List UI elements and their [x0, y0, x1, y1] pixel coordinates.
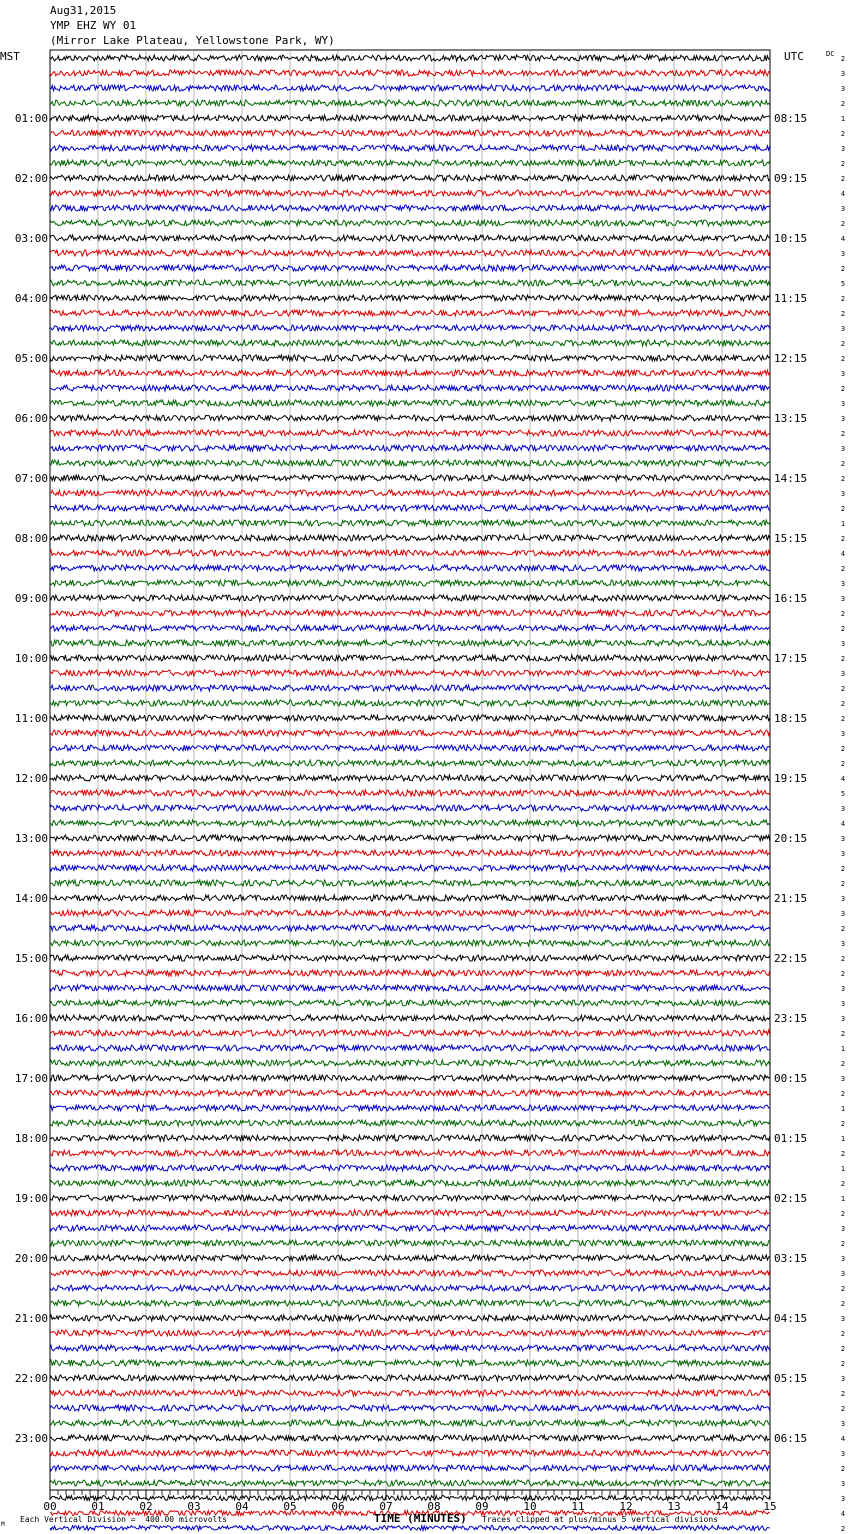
dc-value: 2 — [840, 1300, 846, 1308]
trace-14 — [50, 265, 770, 271]
hour-label-utc: 13:15 — [774, 412, 808, 425]
dc-value: 3 — [840, 1450, 846, 1458]
dc-value: 2 — [840, 715, 846, 723]
utc-header: UTC — [784, 50, 804, 63]
dc-value: 1 — [840, 520, 846, 528]
hour-label-utc: 19:15 — [774, 772, 808, 785]
hour-label-utc: 03:15 — [774, 1252, 808, 1265]
trace-89 — [50, 1390, 770, 1396]
trace-63 — [50, 1000, 770, 1006]
trace-78 — [50, 1225, 770, 1231]
hour-label-mst: 17:00 — [14, 1072, 48, 1085]
hour-label-utc: 06:15 — [774, 1432, 808, 1445]
hour-label-mst: 20:00 — [14, 1252, 48, 1265]
hour-label-utc: 17:15 — [774, 652, 808, 665]
trace-9 — [50, 190, 770, 196]
dc-value: 3 — [840, 595, 846, 603]
hour-label-utc: 11:15 — [774, 292, 808, 305]
dc-value: 2 — [840, 760, 846, 768]
trace-34 — [50, 565, 770, 571]
trace-70 — [50, 1105, 770, 1111]
trace-93 — [50, 1450, 770, 1456]
hour-label-mst: 06:00 — [14, 412, 48, 425]
dc-value: 2 — [840, 505, 846, 513]
dc-value: 2 — [840, 1240, 846, 1248]
hour-label-utc: 00:15 — [774, 1072, 808, 1085]
trace-24 — [50, 415, 770, 421]
x-tick-label: 01 — [91, 1500, 105, 1513]
dc-value: 3 — [840, 640, 846, 648]
dc-value: 2 — [840, 1150, 846, 1158]
x-tick-label: 07 — [379, 1500, 393, 1513]
trace-57 — [50, 910, 770, 916]
trace-31 — [50, 520, 770, 526]
trace-23 — [50, 400, 770, 406]
trace-84 — [50, 1315, 770, 1321]
hour-label-mst: 16:00 — [14, 1012, 48, 1025]
dc-value: 3 — [840, 835, 846, 843]
dc-value: 2 — [840, 1345, 846, 1353]
x-tick-label: 03 — [187, 1500, 201, 1513]
trace-53 — [50, 850, 770, 856]
dc-value: 3 — [840, 85, 846, 93]
hour-label-utc: 15:15 — [774, 532, 808, 545]
hour-label-utc: 09:15 — [774, 172, 808, 185]
trace-91 — [50, 1420, 770, 1426]
hour-label-mst: 21:00 — [14, 1312, 48, 1325]
trace-10 — [50, 205, 770, 211]
trace-56 — [50, 895, 770, 901]
location-label: (Mirror Lake Plateau, Yellowstone Park, WY) — [50, 34, 335, 47]
dc-value: 2 — [840, 310, 846, 318]
trace-2 — [50, 85, 770, 91]
trace-48 — [50, 775, 770, 781]
dc-value: 2 — [840, 460, 846, 468]
dc-value: 3 — [840, 670, 846, 678]
trace-66 — [50, 1045, 770, 1051]
dc-value: 3 — [840, 370, 846, 378]
dc-value: 5 — [840, 790, 846, 798]
dc-value: 3 — [840, 250, 846, 258]
hour-label-utc: 04:15 — [774, 1312, 808, 1325]
trace-75 — [50, 1180, 770, 1186]
dc-value: 3 — [840, 805, 846, 813]
dc-value: 3 — [840, 145, 846, 153]
trace-8 — [50, 175, 770, 181]
hour-label-mst: 22:00 — [14, 1372, 48, 1385]
trace-29 — [50, 490, 770, 496]
dc-value: 2 — [840, 55, 846, 63]
dc-value: 1 — [840, 115, 846, 123]
dc-value: 4 — [840, 235, 846, 243]
hour-label-mst: 23:00 — [14, 1432, 48, 1445]
hour-label-mst: 02:00 — [14, 172, 48, 185]
trace-45 — [50, 730, 770, 736]
dc-value: 2 — [840, 1285, 846, 1293]
dc-value: 1 — [840, 1135, 846, 1143]
dc-value: 4 — [840, 1435, 846, 1443]
trace-22 — [50, 385, 770, 391]
dc-value: 1 — [840, 1045, 846, 1053]
trace-37 — [50, 610, 770, 616]
trace-20 — [50, 355, 770, 361]
dc-value: 2 — [840, 1525, 846, 1533]
trace-85 — [50, 1330, 770, 1336]
x-tick-label: 04 — [235, 1500, 249, 1513]
trace-82 — [50, 1285, 770, 1291]
trace-28 — [50, 475, 770, 481]
dc-value: 2 — [840, 265, 846, 273]
trace-25 — [50, 430, 770, 436]
dc-value: 2 — [840, 1030, 846, 1038]
dc-value: 3 — [840, 910, 846, 918]
hour-label-mst: 18:00 — [14, 1132, 48, 1145]
hour-label-utc: 05:15 — [774, 1372, 808, 1385]
trace-92 — [50, 1435, 770, 1441]
trace-16 — [50, 295, 770, 301]
hour-label-mst: 03:00 — [14, 232, 48, 245]
dc-value: 2 — [840, 430, 846, 438]
trace-61 — [50, 970, 770, 976]
hour-label-utc: 01:15 — [774, 1132, 808, 1145]
dc-value: 3 — [840, 1270, 846, 1278]
trace-67 — [50, 1060, 770, 1066]
trace-50 — [50, 805, 770, 811]
hour-label-utc: 21:15 — [774, 892, 808, 905]
trace-86 — [50, 1345, 770, 1351]
trace-15 — [50, 280, 770, 286]
trace-49 — [50, 790, 770, 796]
trace-5 — [50, 130, 770, 136]
dc-value: 3 — [840, 730, 846, 738]
dc-value: 2 — [840, 655, 846, 663]
hour-label-utc: 23:15 — [774, 1012, 808, 1025]
dc-value: 2 — [840, 130, 846, 138]
trace-12 — [50, 235, 770, 241]
trace-3 — [50, 100, 770, 106]
trace-47 — [50, 760, 770, 766]
hour-label-mst: 13:00 — [14, 832, 48, 845]
dc-value: 3 — [840, 1480, 846, 1488]
trace-79 — [50, 1240, 770, 1246]
dc-value: 2 — [840, 1360, 846, 1368]
trace-77 — [50, 1210, 770, 1216]
dc-value: 4 — [840, 775, 846, 783]
trace-27 — [50, 460, 770, 466]
trace-81 — [50, 1270, 770, 1276]
trace-51 — [50, 820, 770, 826]
dc-value: 1 — [840, 1195, 846, 1203]
dc-value: 1 — [840, 1165, 846, 1173]
trace-4 — [50, 115, 770, 121]
trace-74 — [50, 1165, 770, 1171]
x-tick-label: 05 — [283, 1500, 297, 1513]
dc-value: 2 — [840, 880, 846, 888]
dc-value: 2 — [840, 175, 846, 183]
trace-40 — [50, 655, 770, 661]
trace-13 — [50, 250, 770, 256]
trace-30 — [50, 505, 770, 511]
hour-label-utc: 10:15 — [774, 232, 808, 245]
dc-header: DC — [826, 50, 835, 58]
dc-value: 3 — [840, 1375, 846, 1383]
hour-label-mst: 11:00 — [14, 712, 48, 725]
dc-value: 3 — [840, 850, 846, 858]
x-tick-label: 00 — [43, 1500, 57, 1513]
dc-value: 2 — [840, 1180, 846, 1188]
dc-value: 3 — [840, 1420, 846, 1428]
dc-value: 3 — [840, 1255, 846, 1263]
dc-value: 2 — [840, 1330, 846, 1338]
x-tick-label: 11 — [571, 1500, 585, 1513]
trace-64 — [50, 1015, 770, 1021]
trace-68 — [50, 1075, 770, 1081]
dc-value: 2 — [840, 355, 846, 363]
hour-label-mst: 19:00 — [14, 1192, 48, 1205]
dc-value: 3 — [840, 1015, 846, 1023]
scale-note: Each Vertical Division = 400.00 microvolts — [20, 1515, 228, 1524]
dc-value: 2 — [840, 385, 846, 393]
trace-36 — [50, 595, 770, 601]
dc-value: 4 — [840, 190, 846, 198]
trace-62 — [50, 985, 770, 991]
x-tick-label: 02 — [139, 1500, 153, 1513]
clip-note: Traces clipped at plus/minus 5 vertical divisions — [482, 1515, 719, 1524]
dc-value: 2 — [840, 1090, 846, 1098]
trace-73 — [50, 1150, 770, 1156]
dc-value: 3 — [840, 445, 846, 453]
trace-65 — [50, 1030, 770, 1036]
hour-label-utc: 22:15 — [774, 952, 808, 965]
trace-21 — [50, 370, 770, 376]
dc-value: 3 — [840, 400, 846, 408]
trace-72 — [50, 1135, 770, 1141]
trace-76 — [50, 1195, 770, 1201]
trace-96 — [50, 1496, 770, 1501]
trace-44 — [50, 715, 770, 721]
hour-label-utc: 12:15 — [774, 352, 808, 365]
hour-label-mst: 10:00 — [14, 652, 48, 665]
dc-value: 2 — [840, 100, 846, 108]
trace-17 — [50, 310, 770, 316]
trace-33 — [50, 550, 770, 556]
dc-value: 3 — [840, 580, 846, 588]
dc-value: 3 — [840, 895, 846, 903]
dc-value: 2 — [840, 340, 846, 348]
dc-value: 3 — [840, 1225, 846, 1233]
trace-35 — [50, 580, 770, 586]
trace-38 — [50, 625, 770, 631]
trace-55 — [50, 880, 770, 886]
dc-value: 2 — [840, 535, 846, 543]
dc-value: 2 — [840, 1060, 846, 1068]
trace-83 — [50, 1300, 770, 1306]
dc-value: 2 — [840, 745, 846, 753]
dc-value: 3 — [840, 415, 846, 423]
trace-19 — [50, 340, 770, 346]
x-tick-label: 08 — [427, 1500, 441, 1513]
trace-39 — [50, 640, 770, 646]
dc-value: 2 — [840, 1120, 846, 1128]
dc-value: 2 — [840, 955, 846, 963]
hour-label-mst: 15:00 — [14, 952, 48, 965]
trace-80 — [50, 1255, 770, 1261]
dc-value: 3 — [840, 70, 846, 78]
x-tick-label: 12 — [619, 1500, 633, 1513]
dc-value: 2 — [840, 475, 846, 483]
station-label: YMP EHZ WY 01 — [50, 19, 137, 32]
dc-value: 4 — [840, 820, 846, 828]
dc-value: 3 — [840, 490, 846, 498]
dc-value: 3 — [840, 1075, 846, 1083]
dc-value: 2 — [840, 1405, 846, 1413]
x-tick-label: 06 — [331, 1500, 345, 1513]
dc-value: 2 — [840, 1465, 846, 1473]
mst-header: MST — [0, 50, 20, 63]
trace-90 — [50, 1405, 770, 1411]
trace-54 — [50, 865, 770, 871]
trace-71 — [50, 1120, 770, 1126]
hour-label-mst: 09:00 — [14, 592, 48, 605]
dc-value: 3 — [840, 325, 846, 333]
dc-value: 5 — [840, 280, 846, 288]
dc-value: 2 — [840, 685, 846, 693]
trace-60 — [50, 955, 770, 961]
dc-value: 2 — [840, 1390, 846, 1398]
dc-value: 2 — [840, 1210, 846, 1218]
trace-0 — [50, 55, 770, 61]
x-tick-label: 10 — [523, 1500, 537, 1513]
trace-95 — [50, 1480, 770, 1486]
corner-mark: M — [1, 1521, 5, 1528]
trace-26 — [50, 445, 770, 451]
hour-label-mst: 08:00 — [14, 532, 48, 545]
dc-value: 2 — [840, 925, 846, 933]
hour-label-utc: 14:15 — [774, 472, 808, 485]
hour-label-mst: 14:00 — [14, 892, 48, 905]
dc-value: 2 — [840, 220, 846, 228]
hour-label-mst: 01:00 — [14, 112, 48, 125]
hour-label-utc: 08:15 — [774, 112, 808, 125]
x-tick-label: 13 — [667, 1500, 681, 1513]
dc-value: 2 — [840, 610, 846, 618]
hour-label-utc: 16:15 — [774, 592, 808, 605]
hour-label-utc: 20:15 — [774, 832, 808, 845]
trace-88 — [50, 1375, 770, 1381]
trace-1 — [50, 70, 770, 76]
trace-43 — [50, 700, 770, 706]
date-label: Aug31,2015 — [50, 4, 117, 17]
dc-value: 2 — [840, 625, 846, 633]
x-axis-title: TIME (MINUTES) — [374, 1512, 467, 1525]
trace-42 — [50, 685, 770, 691]
trace-32 — [50, 535, 770, 541]
dc-value: 2 — [840, 295, 846, 303]
hour-label-mst: 07:00 — [14, 472, 48, 485]
trace-69 — [50, 1090, 770, 1096]
x-tick-label: 15 — [763, 1500, 777, 1513]
hour-label-mst: 12:00 — [14, 772, 48, 785]
hour-label-utc: 18:15 — [774, 712, 808, 725]
trace-11 — [50, 220, 770, 226]
trace-94 — [50, 1465, 770, 1471]
trace-46 — [50, 745, 770, 751]
trace-98 — [50, 1526, 770, 1531]
trace-58 — [50, 925, 770, 931]
trace-52 — [50, 835, 770, 841]
x-tick-label: 09 — [475, 1500, 489, 1513]
trace-6 — [50, 145, 770, 151]
hour-label-utc: 02:15 — [774, 1192, 808, 1205]
dc-value: 3 — [840, 1495, 846, 1503]
dc-value: 2 — [840, 565, 846, 573]
trace-87 — [50, 1360, 770, 1366]
dc-value: 2 — [840, 970, 846, 978]
trace-7 — [50, 160, 770, 166]
hour-label-mst: 05:00 — [14, 352, 48, 365]
x-tick-label: 14 — [715, 1500, 729, 1513]
dc-value: 3 — [840, 205, 846, 213]
trace-18 — [50, 325, 770, 331]
dc-value: 2 — [840, 700, 846, 708]
dc-value: 2 — [840, 160, 846, 168]
dc-value: 3 — [840, 940, 846, 948]
dc-value: 1 — [840, 1105, 846, 1113]
dc-value: 2 — [840, 865, 846, 873]
trace-41 — [50, 670, 770, 676]
hour-label-mst: 04:00 — [14, 292, 48, 305]
dc-value: 4 — [840, 1510, 846, 1518]
trace-59 — [50, 940, 770, 946]
dc-value: 4 — [840, 550, 846, 558]
dc-value: 3 — [840, 985, 846, 993]
dc-value: 3 — [840, 1315, 846, 1323]
dc-value: 3 — [840, 1000, 846, 1008]
